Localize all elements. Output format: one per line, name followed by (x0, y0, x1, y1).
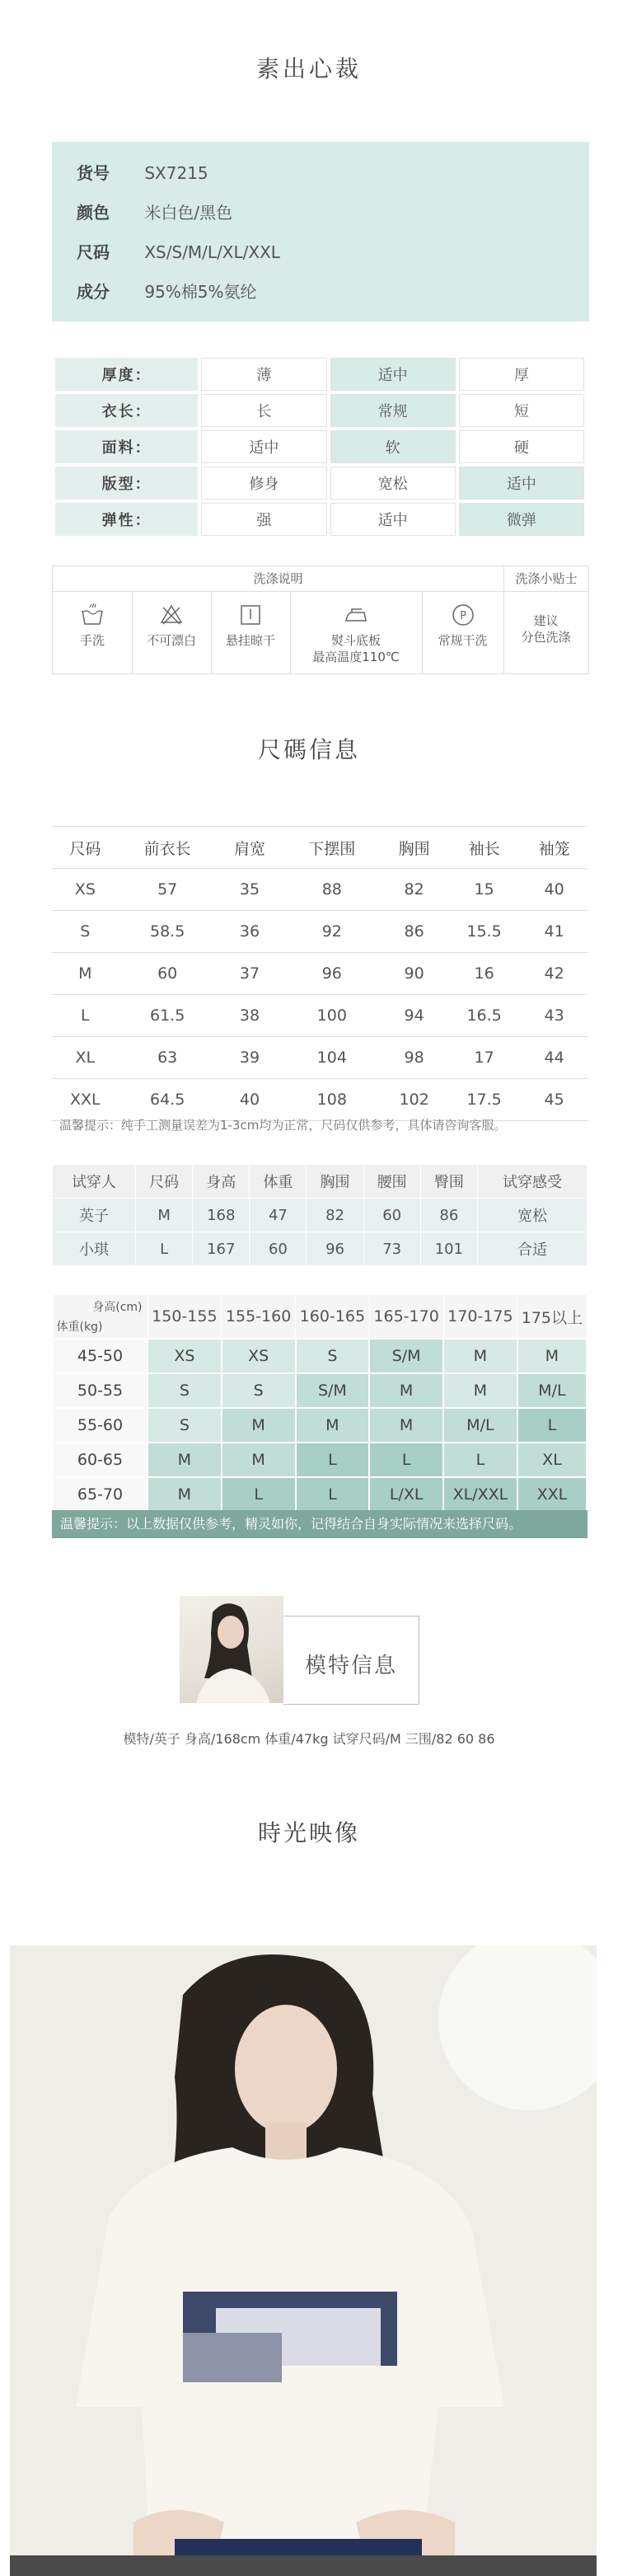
rec-corner-weight: 体重(kg) (56, 1321, 103, 1334)
fit-table (52, 1164, 588, 1266)
size-cell: 16 (447, 953, 521, 995)
rec-size-cell: L (222, 1477, 296, 1512)
fit-cell: 宽松 (477, 1199, 587, 1232)
size-cell: 17.5 (447, 1079, 521, 1121)
rec-size-cell: M (222, 1443, 296, 1477)
spec-row (77, 199, 232, 223)
spec-row (77, 279, 257, 303)
rec-size-cell: XL/XXL (443, 1477, 517, 1512)
hang-dry-icon (238, 603, 263, 627)
rec-size-cell: S (296, 1339, 370, 1373)
rec-height-header: 175以上 (517, 1295, 587, 1340)
feature-row (54, 501, 586, 537)
rec-size-cell: M (147, 1443, 222, 1477)
no-bleach-icon (159, 603, 184, 627)
fit-header-cell: 试穿感受 (477, 1165, 587, 1199)
rec-size-cell: M/L (517, 1373, 587, 1408)
next-photo-strip (10, 2555, 597, 2576)
size-cell: 41 (521, 911, 588, 953)
fit-cell: M (136, 1199, 193, 1232)
feature-key: 面料： (54, 429, 199, 465)
fit-cell: 小琪 (53, 1232, 136, 1266)
wash-label: 熨斗底板 (330, 633, 381, 648)
size-cell: 60 (119, 953, 217, 995)
feature-option: 薄 (199, 356, 328, 392)
size-cell: 63 (119, 1037, 217, 1079)
rec-size-cell: S (147, 1373, 222, 1408)
size-header-cell: 前衣长 (119, 827, 217, 869)
wash-tip-line: 分色洗涤 (521, 630, 571, 645)
feature-option: 适中 (199, 429, 328, 465)
fit-cell: 167 (193, 1232, 250, 1266)
wash-header: 洗涤说明 (53, 566, 504, 592)
size-cell: 108 (283, 1079, 381, 1121)
rec-weight-cell: 50-55 (53, 1373, 147, 1408)
rec-weight-cell: 45-50 (53, 1339, 147, 1373)
wash-item (290, 591, 423, 673)
wash-table (52, 565, 589, 674)
iron-icon (344, 603, 368, 627)
rec-size-cell: XS (147, 1339, 222, 1373)
size-cell: 40 (521, 869, 588, 911)
hand-wash-icon (80, 603, 105, 627)
feature-option: 常规 (329, 392, 457, 429)
feature-option: 强 (199, 501, 328, 537)
fit-header-cell: 胸围 (307, 1165, 363, 1199)
size-cell: 36 (217, 911, 283, 953)
size-cell: 15 (447, 869, 521, 911)
rec-height-header: 155-160 (222, 1295, 296, 1340)
rec-size-cell: L (517, 1408, 587, 1443)
fit-cell: 60 (363, 1199, 420, 1232)
size-cell: 17 (447, 1037, 521, 1079)
model-portrait-image (180, 1596, 283, 1703)
size-cell: XL (52, 1037, 119, 1079)
size-header-cell: 袖笼 (521, 827, 588, 869)
rec-size-cell: M (222, 1408, 296, 1443)
size-cell: 44 (521, 1037, 588, 1079)
size-table (52, 826, 588, 1121)
model-info: 模特/英子 身高/168cm 体重/47kg 试穿尺码/M 三围/82 60 86 (123, 1731, 495, 1747)
size-header-cell: 下摆围 (283, 827, 381, 869)
feature-option: 适中 (457, 465, 586, 501)
size-header-cell: 肩宽 (217, 827, 283, 869)
size-cell: 42 (521, 953, 588, 995)
rec-size-cell: M (147, 1477, 222, 1512)
rec-size-cell: M (369, 1408, 443, 1443)
size-cell: 39 (217, 1037, 283, 1079)
svg-text:P: P (459, 610, 466, 622)
size-cell: 15.5 (447, 911, 521, 953)
rec-size-cell: S (147, 1408, 222, 1443)
size-cell: 94 (381, 995, 447, 1037)
rec-size-cell: M/L (443, 1408, 517, 1443)
size-cell: 102 (381, 1079, 447, 1121)
fit-header-cell: 腰围 (363, 1165, 420, 1199)
rec-corner (53, 1295, 147, 1340)
size-cell: 96 (283, 953, 381, 995)
feature-key: 弹性： (54, 501, 199, 537)
size-cell: 88 (283, 869, 381, 911)
rec-size-cell: M (443, 1373, 517, 1408)
table-row (52, 869, 588, 911)
feature-option: 微弹 (457, 501, 586, 537)
size-cell: L (52, 995, 119, 1037)
size-cell: 90 (381, 953, 447, 995)
feature-table (52, 354, 588, 539)
wash-label: 手洗 (79, 633, 105, 648)
feature-option: 适中 (329, 501, 457, 537)
fit-header-cell: 体重 (250, 1165, 307, 1199)
feature-option: 宽松 (329, 465, 457, 501)
size-cell: 100 (283, 995, 381, 1037)
size-header-cell: 尺码 (52, 827, 119, 869)
size-cell: 64.5 (119, 1079, 217, 1121)
size-cell: S (52, 911, 119, 953)
feature-key: 衣长： (54, 392, 199, 429)
fit-header-cell: 身高 (193, 1165, 250, 1199)
spec-block (52, 142, 589, 321)
rec-size-cell: S (222, 1373, 296, 1408)
rec-size-cell: XL (517, 1443, 587, 1477)
table-row (52, 995, 588, 1037)
rec-height-header: 170-175 (443, 1295, 517, 1340)
rec-size-cell: L/XL (369, 1477, 443, 1512)
wash-tip (503, 591, 588, 673)
size-cell: XXL (52, 1079, 119, 1121)
size-cell: 61.5 (119, 995, 217, 1037)
fit-cell: 60 (250, 1232, 307, 1266)
table-row (53, 1199, 588, 1232)
size-cell: 104 (283, 1037, 381, 1079)
spec-value: XS/S/M/L/XL/XXL (144, 242, 280, 262)
rec-size-cell: XS (222, 1339, 296, 1373)
fit-header-cell: 尺码 (136, 1165, 193, 1199)
wash-tip-line: 建议 (533, 613, 559, 628)
size-cell: 45 (521, 1079, 588, 1121)
rec-size-cell: M (296, 1408, 370, 1443)
rec-size-cell: L (296, 1443, 370, 1477)
rec-height-header: 160-165 (296, 1295, 370, 1340)
spec-key: 成分 (77, 282, 110, 302)
brand-title: 素出心裁 (255, 55, 362, 82)
spec-value: SX7215 (144, 163, 208, 183)
table-row (53, 1339, 587, 1373)
table-row (52, 1037, 588, 1079)
rec-size-cell: M (369, 1373, 443, 1408)
rec-size-cell: S/M (369, 1339, 443, 1373)
table-row (52, 911, 588, 953)
fit-cell: 96 (307, 1232, 363, 1266)
model-wearing-shirt-image (10, 1945, 597, 2555)
size-title: 尺碼信息 (257, 736, 360, 763)
size-cell: 40 (217, 1079, 283, 1121)
size-cell: XS (52, 869, 119, 911)
fit-cell: 47 (250, 1199, 307, 1232)
model-photo (180, 1596, 283, 1703)
spec-row (77, 239, 280, 263)
rec-note: 温馨提示：以上数据仅供参考，精灵如你，记得结合自身实际情况来选择尺码。 (52, 1510, 588, 1538)
fit-cell: 73 (363, 1232, 420, 1266)
rec-size-cell: S/M (296, 1373, 370, 1408)
wash-label: 不可漂白 (146, 633, 196, 648)
fit-header-cell: 臀围 (420, 1165, 477, 1199)
wash-tip-header: 洗涤小贴士 (504, 566, 588, 592)
feature-option: 长 (199, 392, 328, 429)
wash-label-2: 最高温度110℃ (312, 650, 400, 664)
spec-key: 颜色 (77, 203, 110, 223)
wash-item (211, 591, 291, 673)
spec-key: 货号 (77, 163, 110, 183)
feature-option: 适中 (329, 356, 457, 392)
size-cell: 82 (381, 869, 447, 911)
rec-weight-cell: 60-65 (53, 1443, 147, 1477)
wash-item (132, 591, 212, 673)
size-note: 温馨提示：纯手工测量误差为1-3cm均为正常，尺码仅供参考，具体请咨询客服。 (59, 1118, 507, 1133)
fit-cell: 82 (307, 1199, 363, 1232)
rec-size-cell: XXL (517, 1477, 587, 1512)
table-row (53, 1443, 587, 1477)
spec-key: 尺码 (77, 242, 110, 262)
product-photo (10, 1945, 597, 2555)
feature-option: 短 (457, 392, 586, 429)
rec-height-header: 165-170 (369, 1295, 443, 1340)
size-cell: 38 (217, 995, 283, 1037)
feature-row (54, 465, 586, 501)
wash-item (53, 591, 133, 673)
fit-cell: L (136, 1232, 193, 1266)
feature-option: 硬 (457, 429, 586, 465)
size-cell: 35 (217, 869, 283, 911)
size-recommend-table (52, 1294, 588, 1513)
size-cell: 86 (381, 911, 447, 953)
table-row (52, 1079, 588, 1121)
table-row (52, 953, 588, 995)
wash-label: 常规干洗 (438, 633, 488, 648)
feature-row (54, 429, 586, 465)
size-cell: 43 (521, 995, 588, 1037)
spec-value: 95%棉5%氨纶 (144, 282, 257, 302)
fit-cell: 86 (420, 1199, 477, 1232)
rec-corner-height: 身高(cm) (92, 1301, 143, 1314)
feature-option: 厚 (457, 356, 586, 392)
size-header-cell: 袖长 (447, 827, 521, 869)
rec-size-cell: L (443, 1443, 517, 1477)
size-cell: 37 (217, 953, 283, 995)
fit-cell: 101 (420, 1232, 477, 1266)
rec-size-cell: M (443, 1339, 517, 1373)
rec-size-cell: L (296, 1477, 370, 1512)
feature-option: 软 (329, 429, 457, 465)
rec-weight-cell: 55-60 (53, 1408, 147, 1443)
table-row (53, 1232, 588, 1266)
feature-key: 版型： (54, 465, 199, 501)
feature-row (54, 356, 586, 392)
rec-size-cell: L (369, 1443, 443, 1477)
model-title: 模特信息 (305, 1654, 398, 1678)
table-row (53, 1373, 587, 1408)
rec-weight-cell: 65-70 (53, 1477, 147, 1512)
dry-clean-icon (451, 603, 475, 627)
rec-height-header: 150-155 (147, 1295, 222, 1340)
size-cell: 98 (381, 1037, 447, 1079)
fit-cell: 英子 (53, 1199, 136, 1232)
size-cell: M (52, 953, 119, 995)
fit-cell: 168 (193, 1199, 250, 1232)
fit-header-cell: 试穿人 (53, 1165, 136, 1199)
spec-value: 米白色/黑色 (144, 203, 233, 223)
fit-cell: 合适 (477, 1232, 587, 1266)
size-cell: 57 (119, 869, 217, 911)
size-cell: 58.5 (119, 911, 217, 953)
table-row (53, 1408, 587, 1443)
wash-item (422, 591, 504, 673)
table-row (53, 1477, 587, 1512)
gallery-title: 時光映像 (257, 1819, 360, 1846)
size-cell: 16.5 (447, 995, 521, 1037)
feature-key: 厚度： (54, 356, 199, 392)
size-cell: 92 (283, 911, 381, 953)
size-header-cell: 胸围 (381, 827, 447, 869)
feature-option: 修身 (199, 465, 328, 501)
spec-row (77, 160, 208, 184)
feature-row (54, 392, 586, 429)
rec-size-cell: M (517, 1339, 587, 1373)
wash-label: 悬挂晾干 (225, 633, 275, 648)
